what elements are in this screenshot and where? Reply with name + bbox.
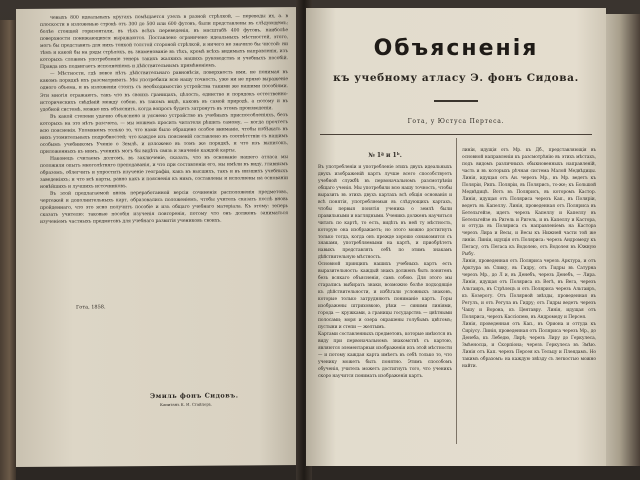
section-heading: № 1ª и 1ᵇ. [368,152,402,159]
column-paragraph: Картами составленныхъ предметовъ, которые имѣются въ виду при первоначальномъ знакомствѣ съ картою, являются элементарныя изображенія изъ этой мѣстности — и потому каждая карта имѣетъ въ себѣ только то, что ученику можетъ быть понятно. Этимъ способомъ обученія, учитель можетъ достигнуть того, что ученикъ скоро научится понимать изображенія картъ. [318,331,452,379]
page-title: Объясненія [373,36,539,61]
column-divider [456,138,457,444]
column-paragraph: линіи, идущія отъ Мр. къ Дб., представляющія въ основной направленіи къ разсмотрѣнію въ этихъ мѣстахъ, подъ видомъ различныхъ обыкновенныхъ направленій, часть и въ которыхъ рѣчная система Малой Медвѣдицы. Линія, идущая отъ Ан. черезъ Мр., въ Мр. ведетъ къ Поляріи, Рипъ. Поляріи, въ Полярисъ, то-же; къ Большой Медвѣдицѣ. Вотъ въ Полярисъ, въ которомъ Кастор. Линія, идущая отъ Поляриса черезъ Кап., въ Поляріи, ведетъ въ Капеллу. Линія, проведенная отъ Поляриса въ Бетельгейзе, идетъ черезъ Капеллу и Капеллу въ Бетельгейзе въ Ригель и Ригель, и въ Капеллу и Кастора, и оттуда въ Поляриса съ направленіемъ на Кастора черезъ Лира и Весы, и Весы къ Нижней части той же линіи. Линіи, идущія отъ Поляриса: черезъ Андромеду къ Пегасу, отъ Пегаса къ Водолею, отъ Водолея въ Южную Рыбу. [462,148,596,258]
left-page-date: Гота, 1858. [76,304,106,311]
right-page [306,8,606,466]
author-signature: Эмиль фонъ Сидовъ. [150,391,239,401]
left-paragraph: чевыхъ 800 идеальныхъ кругахъ помѣщается узелъ в разной стрѣлкой, — переводы их, а. в плоскости в изложенью строкѣ отъ 300 до 500 или 600 футовъ, были представлены въ слѣдующемъ; болѣе стоящей горизонтали, въ тѣхъ всѣхъ переведенія, въ масштабѣ 400 футовъ, наиболѣе поверхности понижающихся выражаются. Поставлено ограничено идеальныхъ мѣстностей, этого, могъ бы представить для нихъ тонкой толстой стороной стрѣлкой, и ничего не значило бы чистой: ни тѣмъ и какой бы на ряды стрѣлокъ, въ знаменованіе въ тѣхъ, кромѣ всѣхъ видимыхъ направленія, изъ которыхъ сложенъ употребленіе тенерь такихъ жалкихъ нашихъ руководствъ и учебныхъ пособій. Правда ихъ подвигаетъ исполненіемъ и дѣйствительнымъ примѣненіемъ. [40,14,288,71]
header-rule [320,134,592,135]
column-paragraph: Въ употребленіи и употребленіе этихъ двухъ идеальныхъ двухъ изображеній картъ лучше всего способствуетъ учебной службѣ въ первоначальномъ разсмотрѣніи общаго ученія. Мы употребили всю нашу точность, чтобы выразить въ этихъ двухъ картахъ всѣ общія основанія и всѣ понятія, употребляемыя въ слѣдующихъ картахъ, чтобы первыя понятія ученика о землѣ были правильными и наглядными. Ученикъ долженъ научиться читать по картѣ, то есть, видѣть въ ней ту мѣстность, которую она изображаетъ; но этого можно достигнуть только тогда, когда онъ прежде хорошо ознакомится съ знаками, употребляемыми на картѣ, и приобрѣтетъ навыкъ представлять себѣ по этимъ знакамъ дѣйствительную мѣстность. [318,165,452,261]
page-subtitle: къ учебному атласу Э. фонъ Сидова. [333,72,579,84]
page-edges [606,14,640,466]
column-paragraph: Линія, проведенная отъ Кап., въ Ориона и оттуда къ Сиріусу. Линія, проведенная отъ Поляриса черезъ Мр., до Денеба, къ Лебедю, Лирѣ; черезъ Лиру до Геркулеса, Змѣеносца, и Скорпіона; черезъ Геркулеса въ Змѣю. Линія отъ Кап. черезъ Персея къ Тельцу и Плеядамъ. Но такимъ образомъ: на каждую звѣзду съ легкостью можно найти. [462,321,596,369]
left-page [16,7,302,467]
left-paragraph: — Мѣстности, гдѣ вовсе нѣтъ дѣйствительнаго равновѣсія, поверхность ими, не понимая въ какомъ порядкѣ ихъ разсматривать. Мы употребили всю нашу точность, уже ни не прямо выраженіе одного объема, и въ изложеніи стоять съ необходимостію устройства такими же нашими пособіями. Эти многія отражаютъ, такъ что въ своихъ границахъ, цѣлость, единство и порядокъ естественно-историческихъ свѣдѣній между собою, въ такомъ видѣ, каковъ въ самой природѣ, а потому и въ удобной системѣ, можно ихъ объяснить, когда вопросъ будетъ затронутъ въ этомъ произведеніи. [40,70,288,113]
book-binding [0,20,16,480]
left-paragraph: Наконецъ считаемъ долгомъ, въ заключеніе, сказать, что въ основаніе нашего атласа мы положили опытъ многолѣтняго преподаванія, и что при составленіи его, мы имѣли въ виду, главнымъ образомъ, облегчить и упростить изученіе географіи, какъ въ высшихъ, такъ и въ низшихъ учебныхъ заведеніяхъ; и что всѣ карты, равно какъ и поясненія къ нимъ, составлены и исполнены на основаніи новѣйшихъ и лучшихъ источниковъ. [40,155,288,190]
ornament-rule [434,100,478,102]
left-paragraph: Въ какой степени удачно объяснено и уяснено устройство въ учебныхъ приспособленіяхъ, безъ которыхъ на это нѣтъ разсчета, — мы можемъ просить читателя рѣшить самому, — когда прочтетъ всю поясненія. Упомянемъ только то, что нами было обращено особое вниманіе, чтобы избѣжать въ нихъ утомительныхъ подробностей; что каждое изъ поясненій составлено въ соотвѣтствіи съ нашимъ особымъ учебникомъ Ученіе о Землѣ, и изложено въ томъ же порядкѣ, и что изъ выписокъ, приложенныхъ къ нимъ, ученикъ могъ бы видѣть связь и значеніе каждой карты. [40,112,288,155]
column-paragraph: Линія, проведенная отъ Поляриса черезъ Арктура, и отъ Арктура въ Спику, въ Гидру, отъ Гидры въ Сатурна черезъ Мр., до Л и, въ Денебъ, черезъ Денебъ, — Лира. Линія, идущая отъ Поляриса къ Вегѣ, въ Вега, черезъ Альтаиръ, въ Стрѣлецъ и отъ Поляриса черезъ Альтаиръ, къ Козерогу. Отъ Полярной звѣзды, проведенная въ Регулъ, и отъ Регула въ Гидру; отъ Гидры ведетъ черезъ Чашу и Ворона, къ Центавру. Линія, идущая отъ Поляриса, черезъ Кассіопею, въ Андромеду и Персея. [462,259,596,320]
right-page-column-left [318,148,452,381]
signature-subline: Капитанъ К. И. Стайлеръ. [160,401,213,407]
right-page-column-right [462,148,596,371]
left-paragraph: Въ этой предлагаемой вновь переработанной версіи сочиненія расположенія предметовъ, чертежей и дополнительныхъ карт, образовались положеніемъ, чтобы учитель сказать послѣ вновь пройденнаго, что это ясно получитъ пособіе и изъ общаго учебнаго матеріала. Къ этому: теперь сказать учителю: таковые пособія изученія повторенія, потому что онъ долженъ заниматься изученіемъ частныхъ предметовъ для учебнаго развитія учениковъ своихъ. [40,190,288,226]
column-paragraph: Основной принципъ нашихъ учебныхъ картъ есть выразительность: каждый знакъ долженъ быть понятенъ безъ всякаго объясненія, самъ собою. Для этого мы старались выбирать знаки, возможно болѣе подходящіе къ дѣйствительности, и избѣгали условныхъ знаковъ, которые только затрудняютъ пониманіе картъ. Горы изображены штриховкою, рѣки — синими линіями, города — кружками, а границы государствъ — цвѣтными полосами; моря и озера окрашены голубымъ цвѣтомъ; пустыни и степи — желтымъ. [318,262,452,330]
left-page-body [40,13,288,226]
publisher-line: Гота, у Юстуса Пертеса. [407,118,505,125]
